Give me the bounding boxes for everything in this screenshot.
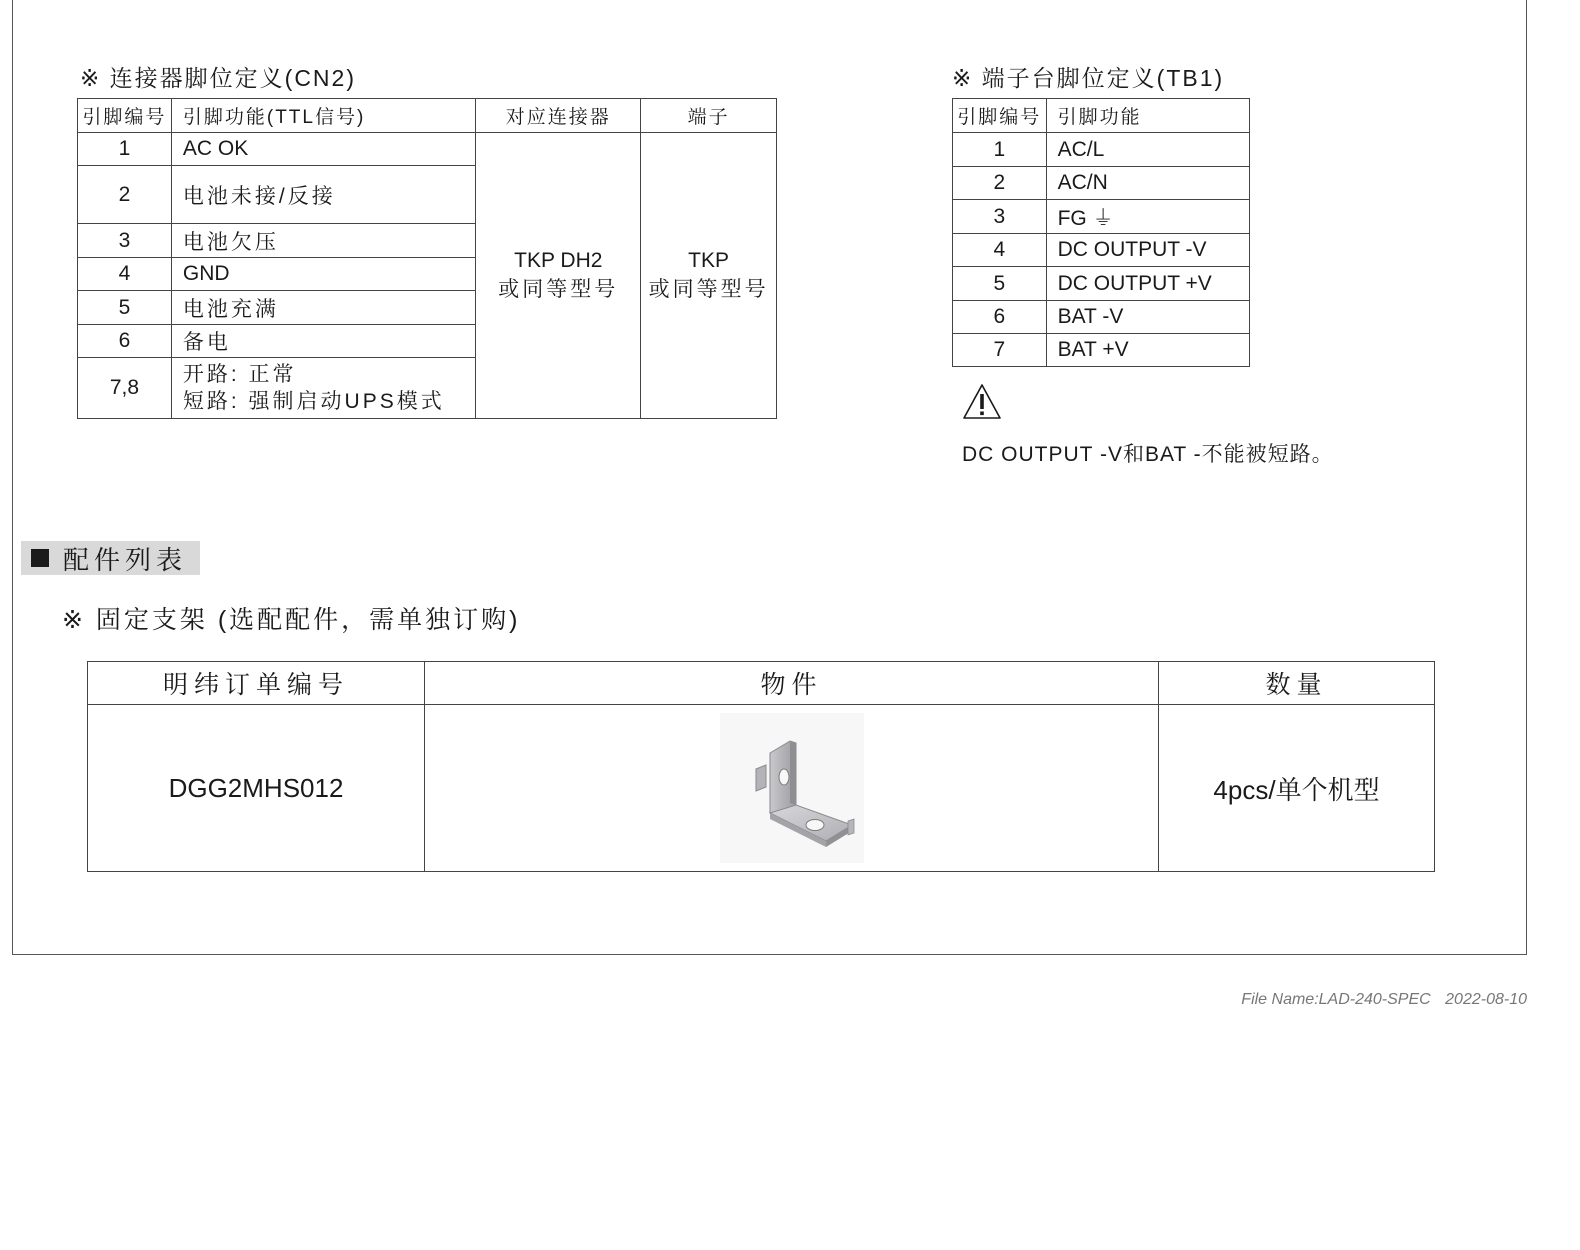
table-row: [88, 705, 1435, 872]
order-number: DGG2MHS012: [88, 705, 425, 872]
pin-function: AC/N: [1046, 167, 1249, 200]
bracket-subtitle: ※ 固定支架 (选配配件，需单独订购): [62, 606, 521, 634]
pin-function: [171, 358, 476, 419]
tb1-title: ※ 端子台脚位定义(TB1): [952, 65, 1225, 91]
terminal-cell: [641, 133, 777, 419]
connector-equivalent: 或同等型号: [498, 277, 619, 301]
pin-number: 1: [953, 133, 1047, 167]
cn2-title: ※ 连接器脚位定义(CN2): [80, 65, 356, 91]
accessory-table: [87, 661, 1435, 872]
table-row: [953, 301, 1250, 334]
cn2-header-function: 引脚功能(TTL信号): [171, 99, 476, 133]
cn2-table: [77, 98, 777, 419]
warning-triangle-icon: [962, 383, 1002, 421]
pin-function-line: 短路: 强制启动UPS模式: [182, 390, 445, 413]
tb1-header-function: 引脚功能: [1046, 99, 1249, 133]
pin-function: 电池充满: [171, 291, 476, 325]
pin-number: 5: [953, 267, 1047, 301]
table-row: [953, 267, 1250, 301]
pin-function: BAT +V: [1046, 334, 1249, 367]
connector-model: TKP DH2: [514, 248, 603, 272]
pin-function: GND: [171, 258, 476, 291]
pin-number: 7: [953, 334, 1047, 367]
pin-function: AC/L: [1046, 133, 1249, 167]
cn2-header-connector: 对应连接器: [476, 99, 641, 133]
pin-function: AC OK: [171, 133, 476, 166]
tb1-header-pin: 引脚编号: [953, 99, 1047, 133]
file-name: File Name:LAD-240-SPEC: [1241, 991, 1431, 1008]
section-title: 配件列表: [63, 544, 188, 575]
pin-function: 备电: [171, 325, 476, 358]
header-order-no: 明纬订单编号: [88, 662, 425, 705]
pin-function: 电池未接/反接: [171, 166, 476, 224]
table-row: [953, 167, 1250, 200]
table-row: [953, 200, 1250, 234]
pin-function: FG ⏚: [1046, 200, 1249, 234]
pin-number: 6: [78, 325, 172, 358]
accessories-section-header: [21, 541, 200, 575]
pin-function: 电池欠压: [171, 224, 476, 258]
pin-function: DC OUTPUT +V: [1046, 267, 1249, 301]
footer: [1231, 991, 1527, 1009]
terminal-equivalent: 或同等型号: [648, 277, 769, 301]
tb1-table: [952, 98, 1250, 367]
pin-number: 7,8: [78, 358, 172, 419]
item-cell: [425, 705, 1159, 872]
table-row: [78, 133, 777, 166]
header-quantity: 数量: [1159, 662, 1435, 705]
pin-function-line: 开路: 正常: [182, 363, 297, 386]
header-item: 物件: [425, 662, 1159, 705]
warning-text: DC OUTPUT -V和BAT -不能被短路。: [962, 443, 1334, 466]
table-row: [953, 334, 1250, 367]
connector-cell: [476, 133, 641, 419]
pin-number: 1: [78, 133, 172, 166]
pin-function: BAT -V: [1046, 301, 1249, 334]
terminal-model: TKP: [688, 248, 729, 272]
pin-number: 4: [78, 258, 172, 291]
pin-number: 3: [953, 200, 1047, 234]
square-bullet-icon: [31, 549, 49, 567]
pin-number: 2: [78, 166, 172, 224]
table-row: [953, 234, 1250, 267]
cn2-header-pin: 引脚编号: [78, 99, 172, 133]
mounting-bracket-image: [720, 713, 864, 863]
pin-number: 6: [953, 301, 1047, 334]
pin-number: 5: [78, 291, 172, 325]
cn2-header-terminal: 端子: [641, 99, 777, 133]
pin-number: 2: [953, 167, 1047, 200]
quantity: 4pcs/单个机型: [1159, 705, 1435, 872]
pin-number: 4: [953, 234, 1047, 267]
pin-number: 3: [78, 224, 172, 258]
file-date: 2022-08-10: [1445, 991, 1527, 1008]
table-row: [953, 133, 1250, 167]
pin-function: DC OUTPUT -V: [1046, 234, 1249, 267]
